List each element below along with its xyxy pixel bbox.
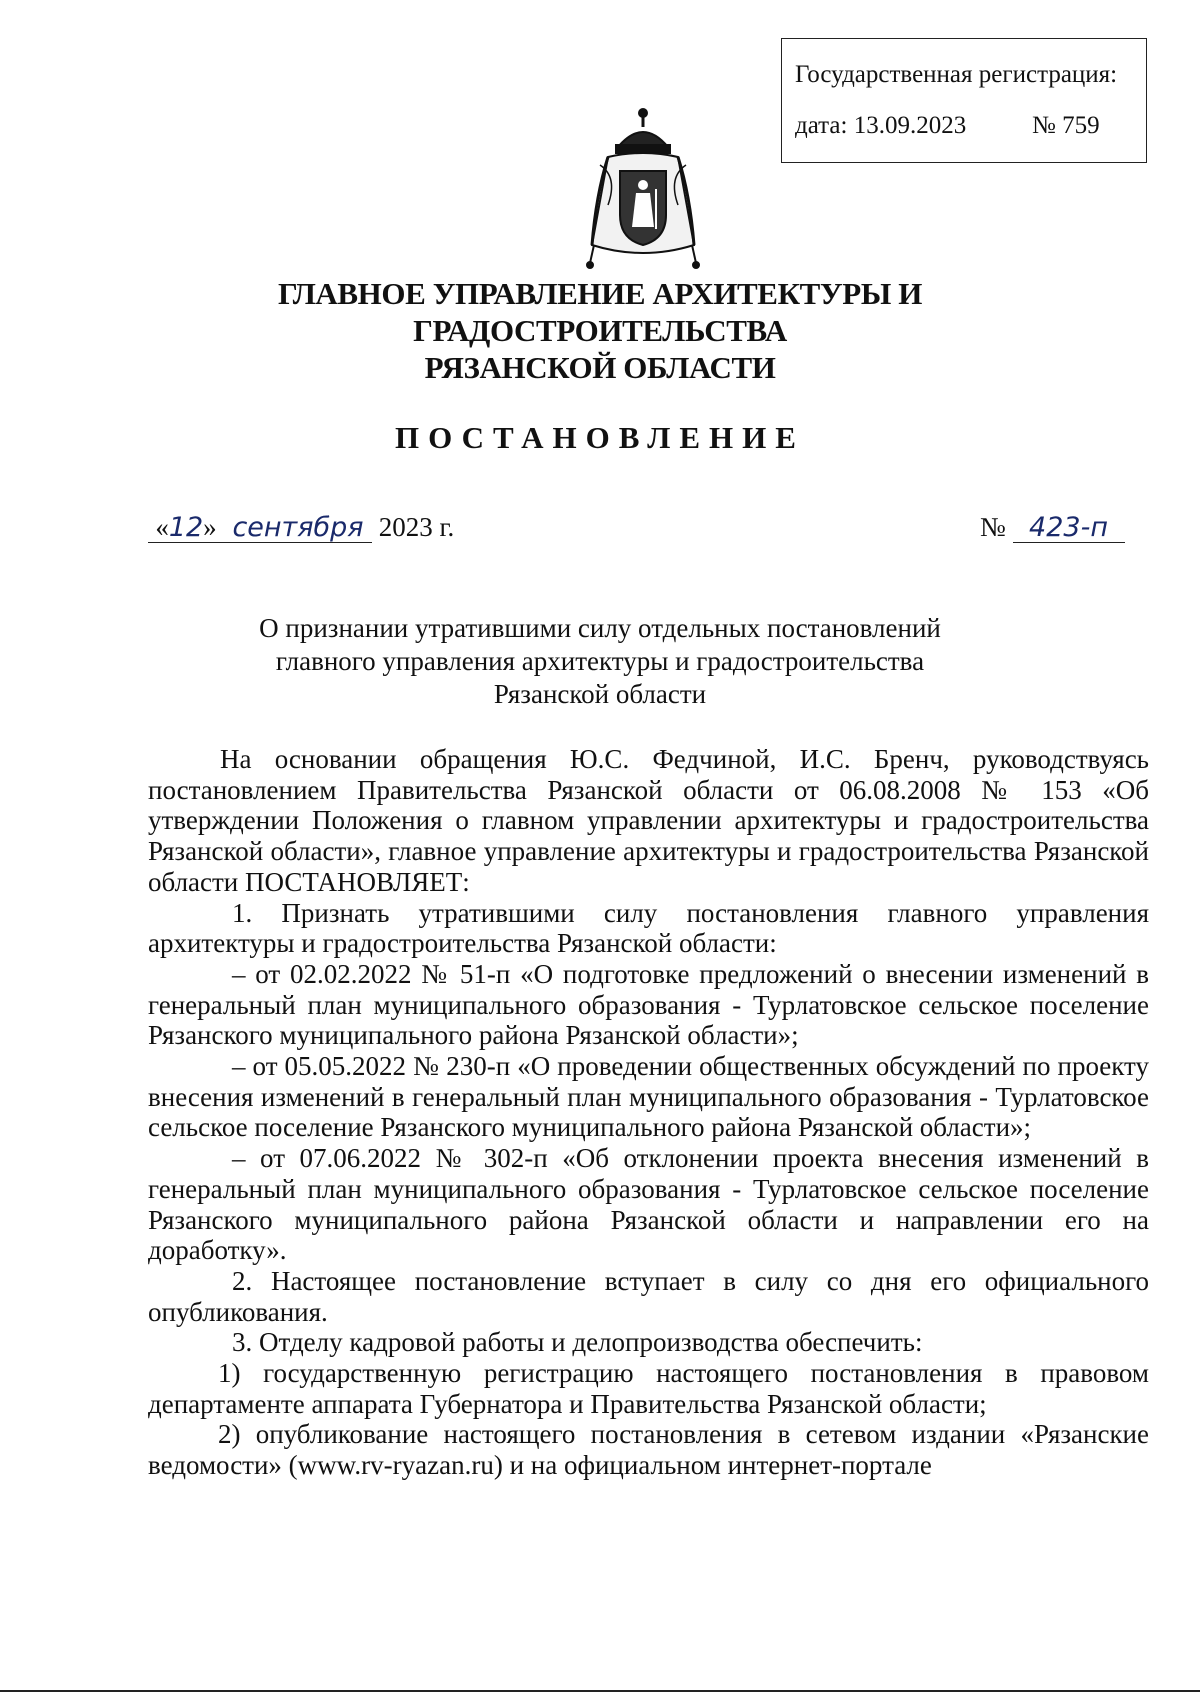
document-number [980, 512, 1125, 543]
ryazan-coat-of-arms-icon [578, 105, 708, 270]
item-1-dash-2: – от 05.05.2022 № 230-п «О проведении общественных обсуждений по проекту внесения изменений в генеральный план муниципального образования - Турлатовское сельское поселение Рязанского муниципального района Рязанской области»; [148, 1051, 1149, 1143]
document-body [148, 744, 1149, 1481]
date-month: сентября [224, 514, 372, 543]
subject-line2: главного управления архитектуры и градостроительства [275, 646, 925, 676]
organization-title-line1: ГЛАВНОЕ УПРАВЛЕНИЕ АРХИТЕКТУРЫ И ГРАДОСТРОИТЕЛЬСТВА [278, 276, 922, 348]
item-1-dash-1: – от 02.02.2022 № 51-п «О подготовке предложений о внесении изменений в генеральный план муниципального образования - Турлатовское сельское поселение Рязанского муниципального района Рязанской области»; [148, 958, 1149, 1051]
item-3-sub-1: 1) государственную регистрацию настоящего постановления в правовом департаменте аппарата Губернатора и Правительства Рязанской области; [148, 1358, 1149, 1419]
date-day: 12 [168, 512, 204, 543]
registration-number: № 759 [1032, 112, 1100, 139]
registration-title: Государственная регистрация: [795, 61, 1118, 88]
organization-title-line2: РЯЗАНСКОЙ ОБЛАСТИ [424, 350, 776, 385]
document-subject [150, 612, 1050, 711]
subject-line1: О признании утратившими силу отдельных постановлений [259, 613, 941, 643]
registration-stamp [781, 38, 1147, 163]
document-type: ПОСТАНОВЛЕНИЕ [395, 420, 805, 455]
organization-title [100, 275, 1100, 386]
registration-date: дата: 13.09.2023 [795, 112, 967, 139]
document-date [148, 512, 454, 543]
document-number-value: 423-п [1013, 514, 1125, 543]
document-number-prefix: № [980, 512, 1006, 542]
date-close-quote: » [203, 512, 217, 542]
date-day-field [148, 513, 224, 543]
date-open-quote: « [155, 512, 169, 542]
page-edge-line [0, 1690, 1200, 1692]
item-3: 3. Отделу кадровой работы и делопроизводства обеспечить: [232, 1327, 923, 1358]
date-year: 2023 г. [378, 512, 455, 542]
item-3-sub-2: 2) опубликование настоящего постановления в сетевом издании «Рязанские ведомости» (www.rv-ryazan.ru) и на официальном интернет-портале [148, 1419, 1149, 1481]
subject-line3: Рязанской области [493, 679, 707, 709]
item-1: 1. Признать утратившими силу постановления главного управления архитектуры и градостроительства Рязанской области: [148, 897, 1149, 959]
item-2: 2. Настоящее постановление вступает в силу со дня его официального опубликования. [148, 1265, 1149, 1327]
preamble-paragraph: На основании обращения Ю.С. Федчиной, И.С. Бренч, руководствуясь постановлением Правительства Рязанской области от 06.08.2008 № 153 «Об утверждении Положения о главном управлении архитектуры и градостроительства Рязанской области», главное управление архитектуры и градостроительства Рязанской области ПОСТАНОВЛЯЕТ: [148, 744, 1149, 897]
item-1-dash-3: – от 07.06.2022 № 302-п «Об отклонении проекта внесения изменений в генеральный план муниципального образования - Турлатовское сельское поселение Рязанского муниципального района Рязанской области и направлении его на доработку». [148, 1143, 1149, 1266]
